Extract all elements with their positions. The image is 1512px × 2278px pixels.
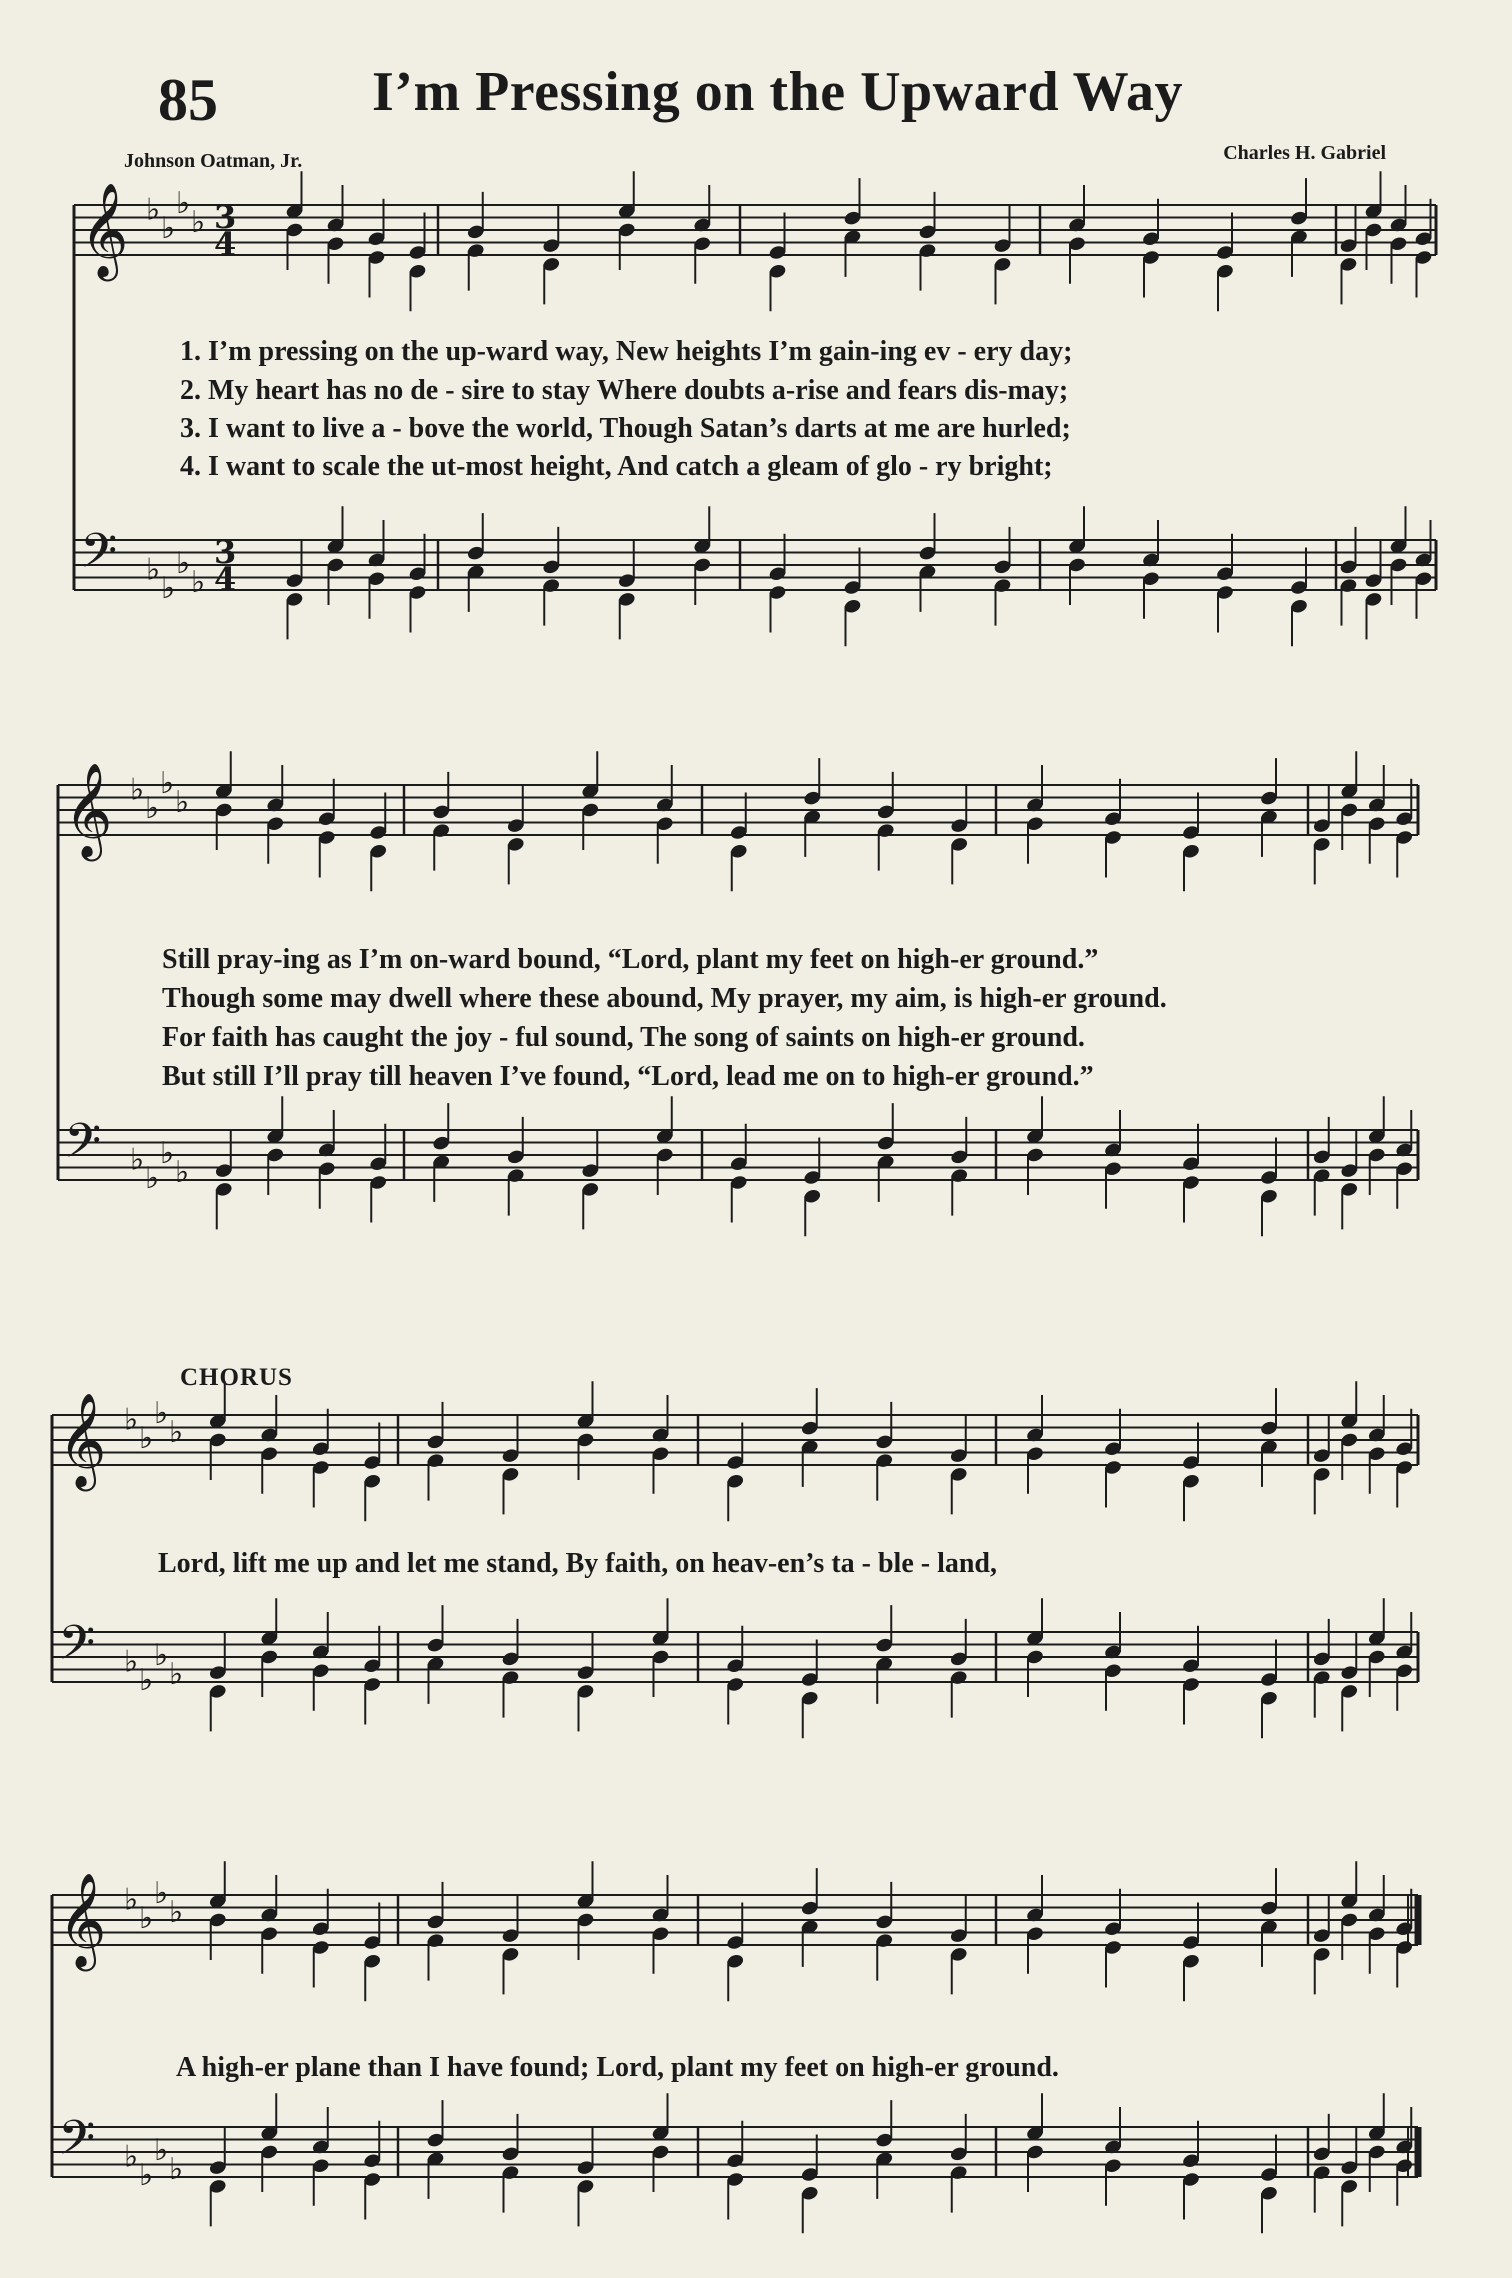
hymn-title: I’m Pressing on the Upward Way: [372, 61, 1184, 123]
flat-sign-icon: ♭: [169, 1656, 184, 1692]
flat-sign-icon: ♭: [160, 766, 175, 801]
flat-sign-icon: ♭: [191, 564, 206, 600]
flat-sign-icon: ♭: [145, 1161, 160, 1196]
flat-sign-icon: ♭: [175, 1154, 190, 1190]
flat-sign-icon: ♭: [145, 791, 160, 826]
bass-clef-icon: 𝄢: [58, 1614, 96, 1683]
flat-sign-icon: ♭: [124, 1644, 139, 1680]
bass-clef-icon: 𝄢: [80, 522, 118, 591]
flat-sign-icon: ♭: [169, 2151, 184, 2187]
treble-clef-icon: 𝄞: [58, 1392, 107, 1488]
flat-sign-icon: ♭: [169, 1414, 184, 1450]
verse-2-part-1: 2. My heart has no de - sire to stay Where doubts a-rise and fears dis-may;: [180, 375, 1069, 406]
treble-clef-icon: 𝄞: [80, 182, 129, 278]
flat-sign-icon: ♭: [124, 1402, 139, 1438]
flat-sign-icon: ♭: [176, 546, 191, 581]
flat-sign-icon: ♭: [175, 784, 190, 820]
chorus-heading: CHORUS: [180, 1364, 293, 1391]
chorus-line-1: Lord, lift me up and let me stand, By faith, on heav-en’s ta - ble - land,: [158, 1548, 998, 1579]
composer-credit: Charles H. Gabriel: [1223, 142, 1386, 164]
author-credit: Johnson Oatman, Jr.: [124, 150, 303, 172]
time-signature-top: 3: [214, 533, 237, 571]
flat-sign-icon: ♭: [191, 204, 206, 240]
verse-4-part-1: 4. I want to scale the ut-most height, And catch a gleam of glo - ry bright;: [180, 451, 1053, 482]
flat-sign-icon: ♭: [154, 1638, 169, 1673]
treble-clef-icon: 𝄞: [58, 1872, 107, 1968]
flat-sign-icon: ♭: [154, 2133, 169, 2168]
flat-sign-icon: ♭: [139, 1421, 154, 1456]
time-signature-bottom: 4: [214, 560, 237, 598]
flat-sign-icon: ♭: [161, 211, 176, 246]
bass-clef-icon: 𝄢: [64, 1112, 102, 1181]
hymn-number: 85: [158, 67, 218, 133]
verse-3-part-2: For faith has caught the joy - ful sound, The song of saints on high-er ground.: [162, 1022, 1085, 1053]
flat-sign-icon: ♭: [160, 1136, 175, 1171]
flat-sign-icon: ♭: [130, 1142, 145, 1178]
treble-clef-icon: 𝄞: [64, 762, 113, 858]
flat-sign-icon: ♭: [176, 186, 191, 221]
verse-3-part-1: 3. I want to live a - bove the world, Though Satan’s darts at me are hurled;: [180, 413, 1071, 444]
flat-sign-icon: ♭: [154, 1396, 169, 1431]
flat-sign-icon: ♭: [130, 772, 145, 808]
flat-sign-icon: ♭: [146, 552, 161, 588]
time-signature-top: 3: [214, 198, 237, 236]
flat-sign-icon: ♭: [139, 1901, 154, 1936]
verse-1-part-2: Still pray-ing as I’m on-ward bound, “Lord, plant my feet on high-er ground.”: [162, 944, 1099, 975]
flat-sign-icon: ♭: [161, 571, 176, 606]
verse-4-part-2: But still I’ll pray till heaven I’ve found, “Lord, lead me on to high-er ground.”: [162, 1061, 1094, 1092]
flat-sign-icon: ♭: [154, 1876, 169, 1911]
flat-sign-icon: ♭: [139, 1663, 154, 1698]
flat-sign-icon: ♭: [146, 192, 161, 228]
chorus-line-2: A high-er plane than I have found; Lord, plant my feet on high-er ground.: [176, 2052, 1059, 2083]
flat-sign-icon: ♭: [124, 1882, 139, 1918]
bass-clef-icon: 𝄢: [58, 2109, 96, 2178]
verse-2-part-2: Though some may dwell where these abound, My prayer, my aim, is high-er ground.: [162, 983, 1167, 1014]
flat-sign-icon: ♭: [124, 2139, 139, 2175]
flat-sign-icon: ♭: [169, 1894, 184, 1930]
time-signature-bottom: 4: [214, 225, 237, 263]
verse-1-part-1: 1. I’m pressing on the up-ward way, New heights I’m gain-ing ev - ery day;: [180, 336, 1073, 367]
flat-sign-icon: ♭: [139, 2158, 154, 2193]
